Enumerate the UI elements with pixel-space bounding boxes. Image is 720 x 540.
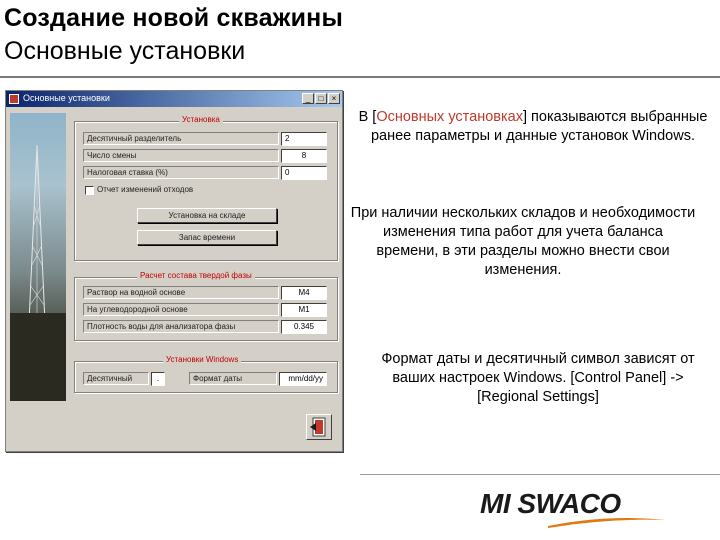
oil-based-label: На углеводородной основе — [83, 303, 279, 316]
p1-accent: Основных установках — [376, 109, 523, 125]
description-paragraph-1 — [352, 108, 714, 146]
dialog-title: Основные установки — [23, 93, 110, 103]
water-density-field[interactable]: 0.345 — [281, 320, 327, 334]
shift-count-label: Число смены — [83, 149, 279, 162]
p1-prefix: В [ — [358, 109, 377, 125]
slide-subtitle: Основные установки — [4, 37, 246, 65]
drilling-rig-photo — [10, 113, 66, 401]
waste-change-checkbox[interactable] — [85, 186, 94, 195]
exit-door-icon — [307, 415, 331, 439]
footer-divider — [360, 474, 720, 475]
decimal-separator-label: Десятичный разделитель — [83, 132, 279, 145]
water-based-field[interactable]: М4 — [281, 286, 327, 300]
decimal-symbol-field[interactable]: . — [151, 372, 165, 386]
solids-group — [74, 271, 338, 341]
date-format-label: Формат даты — [189, 372, 277, 385]
water-based-label: Раствор на водной основе — [83, 286, 279, 299]
logo-swoosh-icon — [548, 516, 668, 530]
close-button[interactable]: × — [328, 93, 340, 104]
app-icon — [9, 94, 19, 104]
slide-title: Создание новой скважины — [4, 4, 344, 32]
tax-rate-field[interactable]: 0 — [281, 166, 327, 180]
decimal-separator-field[interactable]: 2 — [281, 132, 327, 146]
waste-change-label: Отчет изменений отходов — [97, 185, 194, 194]
time-reserve-button[interactable]: Запас времени — [137, 230, 277, 245]
decimal-symbol-label: Десятичный — [83, 372, 149, 385]
warehouse-setup-button[interactable]: Установка на складе — [137, 208, 277, 223]
header-divider — [0, 76, 720, 78]
maximize-button[interactable]: □ — [315, 93, 327, 104]
settings-group-title: Установка — [179, 115, 223, 124]
exit-button[interactable] — [306, 414, 332, 440]
ground-shadow — [10, 313, 66, 401]
minimize-button[interactable]: _ — [302, 93, 314, 104]
date-format-field[interactable]: mm/dd/yy — [279, 372, 327, 386]
dialog-titlebar — [6, 91, 342, 107]
p1-rest: ] показываются выбранные ранее параметры и данные установок Windows. — [370, 109, 708, 144]
windows-group-title: Установки Windows — [163, 355, 241, 364]
oil-based-field[interactable]: М1 — [281, 303, 327, 317]
water-density-label: Плотность воды для анализатора фазы — [83, 320, 279, 333]
description-paragraph-3: Формат даты и десятичный символ зависят от ваших настроек Windows. [Control Panel] -> [Regional Settings] — [381, 351, 695, 405]
shift-count-field[interactable]: 8 — [281, 149, 327, 163]
windows-settings-group — [74, 355, 338, 393]
settings-dialog — [5, 90, 343, 452]
miswaco-logo: MI SWACO — [480, 488, 621, 519]
tax-rate-label: Налоговая ставка (%) — [83, 166, 279, 179]
description-paragraph-2: При наличии нескольких складов и необходимости изменения типа работ для учета баланса времени, в эти разделы можно внести свои изменения. — [350, 205, 696, 278]
settings-group — [74, 115, 338, 261]
solids-group-title: Расчет состава твердой фазы — [137, 271, 255, 280]
